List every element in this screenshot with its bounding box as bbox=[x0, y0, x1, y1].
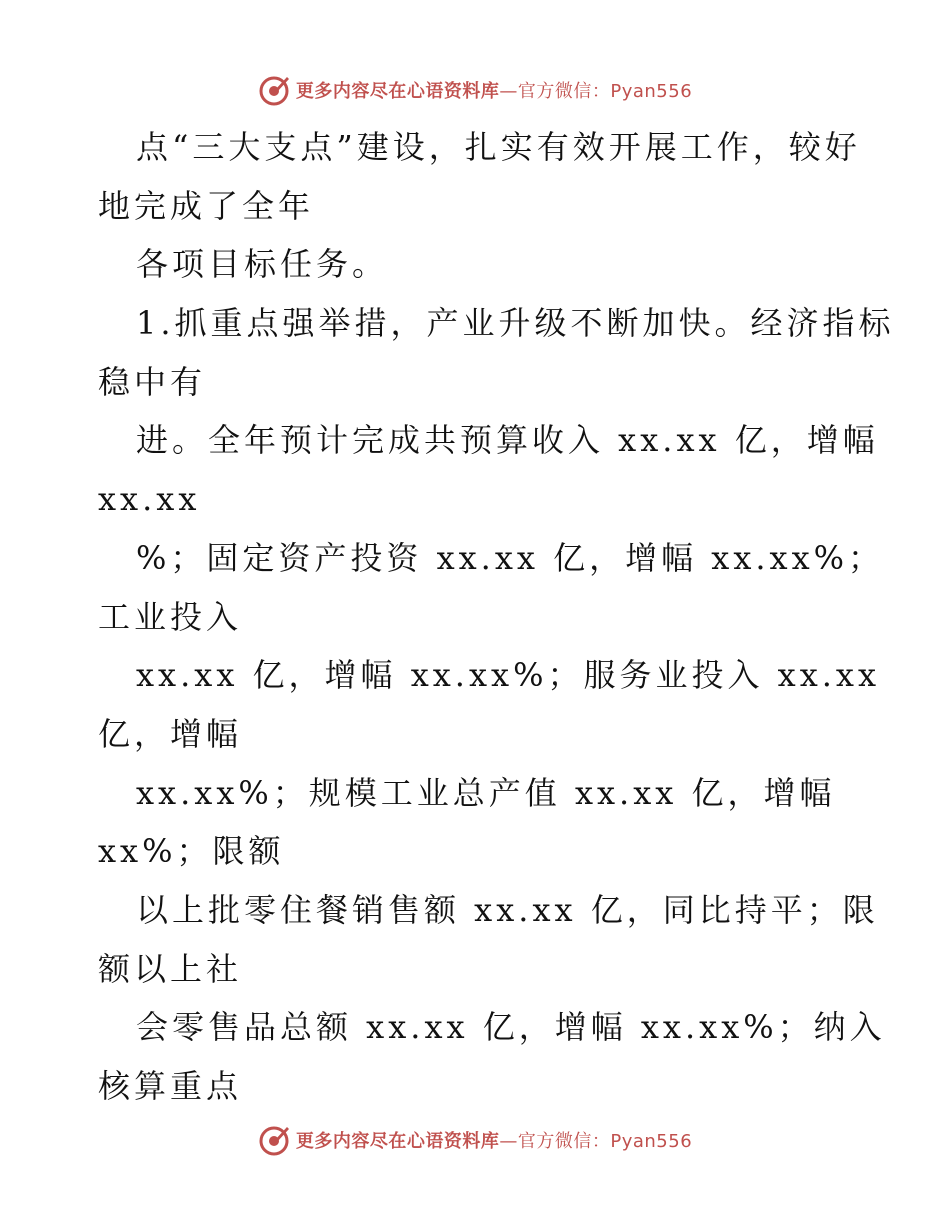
watermark-separator: — bbox=[499, 81, 518, 102]
body-line: 核算重点 bbox=[98, 1067, 243, 1105]
body-line: xx.xx bbox=[98, 480, 201, 519]
watermark-brand: 更多内容尽在心语资料库 bbox=[295, 81, 500, 102]
watermark-text bbox=[296, 1127, 692, 1153]
body-line: 工业投入 bbox=[98, 597, 243, 636]
watermark-brand: 更多内容尽在心语资料库 bbox=[295, 1131, 500, 1152]
brand-logo-icon bbox=[258, 1124, 290, 1156]
body-line: 额以上社 bbox=[98, 949, 243, 988]
body-line: 稳中有 bbox=[98, 362, 207, 401]
body-line: xx.xx%；规模工业总产值 xx.xx 亿，增幅 bbox=[136, 773, 836, 812]
body-line: 以上批零住餐销售额 xx.xx 亿，同比持平；限 bbox=[136, 890, 879, 929]
body-line: 点“三大支点”建设，扎实有效开展工作，较好 bbox=[136, 128, 861, 166]
body-line: 会零售品总额 xx.xx 亿，增幅 xx.xx%；纳入 bbox=[136, 1008, 886, 1047]
page-header-watermark bbox=[0, 72, 950, 108]
watermark-contact: 官方微信：Pyan556 bbox=[517, 1131, 693, 1152]
body-line: xx%；限额 bbox=[98, 832, 285, 871]
body-line: 1.抓重点强举措，产业升级不断加快。经济指标 bbox=[136, 304, 895, 343]
body-line: %；固定资产投资 xx.xx 亿，增幅 xx.xx%； bbox=[136, 538, 885, 577]
watermark-contact: 官方微信：Pyan556 bbox=[517, 81, 693, 102]
body-line: 各项目标任务。 bbox=[136, 245, 389, 284]
document-body bbox=[98, 118, 895, 1116]
watermark-separator: — bbox=[499, 1131, 518, 1152]
body-line: 亿，增幅 bbox=[98, 714, 243, 753]
body-line: 进。全年预计完成共预算收入 xx.xx 亿，增幅 bbox=[136, 421, 879, 460]
watermark-text bbox=[296, 77, 692, 103]
body-line: 地完成了全年 bbox=[98, 186, 315, 225]
body-line: xx.xx 亿，增幅 xx.xx%；服务业投入 xx.xx bbox=[136, 656, 881, 695]
brand-logo-icon bbox=[258, 74, 290, 106]
page-footer-watermark bbox=[0, 1122, 950, 1158]
